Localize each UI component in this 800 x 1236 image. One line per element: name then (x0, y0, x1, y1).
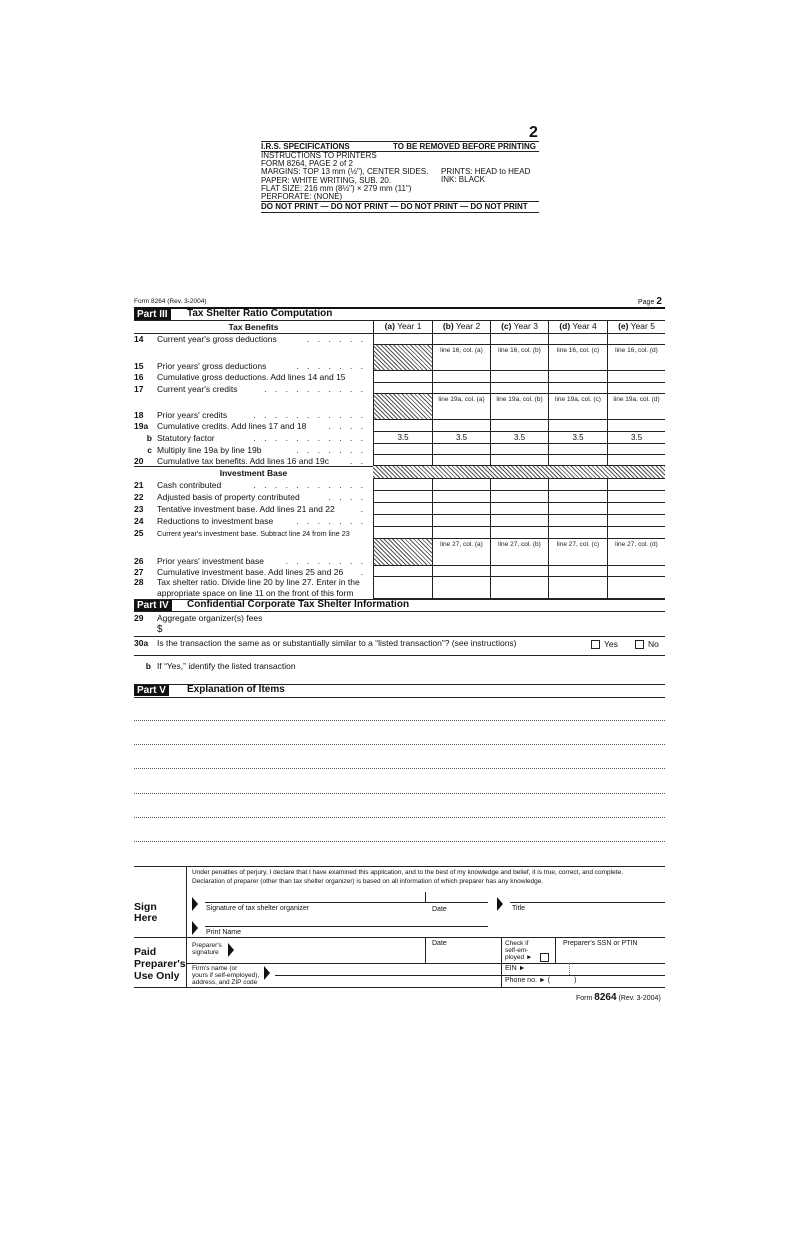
carryover-label: line 19a, col. (d) (613, 396, 660, 403)
leader-dots: . . . . . . . . . . . (253, 433, 366, 443)
column-header (607, 320, 665, 333)
line-text: Adjusted basis of property contributed (157, 492, 300, 502)
amount-cell[interactable] (373, 420, 432, 432)
line-text: Current year's credits (157, 384, 238, 394)
line-number: 21 (134, 480, 144, 490)
amount-cell[interactable] (607, 491, 665, 503)
text: ) (574, 977, 577, 984)
carryover-label: line 27, col. (c) (556, 541, 600, 548)
amount-cell[interactable] (490, 527, 548, 539)
text: Preparer's (192, 942, 222, 949)
line-23-label (134, 504, 366, 514)
amount-cell[interactable] (548, 455, 607, 466)
leader-dots: . . . . . . . . . . . (253, 410, 366, 420)
amount-cell[interactable] (548, 444, 607, 455)
carryover-label: line 16, col. (a) (440, 347, 483, 354)
spec-prints (441, 168, 530, 184)
line-text: Cumulative tax benefits. Add lines 16 and 19c (157, 456, 329, 466)
line-29-text: Aggregate organizer(s) fees (157, 613, 263, 623)
amount-cell[interactable] (432, 371, 490, 383)
line-number: 14 (134, 334, 144, 344)
text: Form (576, 995, 593, 1002)
line-number: 15 (134, 361, 144, 371)
line-text: Multiply line 19a by line 19b (157, 445, 262, 455)
leader-dots: . . (349, 456, 366, 466)
amount-cell[interactable] (607, 444, 665, 455)
arrow-icon (228, 943, 234, 957)
line-19a-label (134, 421, 366, 431)
investment-base-hatch (373, 466, 665, 479)
amount-cell[interactable] (607, 503, 665, 515)
declaration (192, 868, 623, 886)
line-24-label (134, 516, 366, 526)
explanation-line[interactable] (134, 768, 665, 769)
line-number: 25 (134, 528, 144, 538)
declaration-line: Under penalties of perjury, I declare that I have examined this application, and to the best of my knowledge and belief, it is true, correct, and complete. (192, 869, 623, 876)
line-25-label (134, 528, 366, 538)
line-number: 20 (134, 456, 144, 466)
amount-cell[interactable] (490, 333, 548, 345)
line-text: Prior years' investment base (157, 556, 264, 566)
carryover-label: line 27, col. (b) (498, 541, 541, 548)
column-label: Year 2 (455, 321, 481, 331)
part-v-tag: Part V (134, 685, 169, 696)
sign-here-label (134, 902, 157, 924)
explanation-line[interactable] (134, 841, 665, 842)
line-text: Current year's investment base. Subtract line 24 from line 23 (157, 529, 350, 538)
line-text: Current year's gross deductions (157, 334, 277, 344)
amount-cell[interactable] (432, 479, 490, 491)
checkbox[interactable] (591, 640, 600, 649)
amount-cell[interactable] (490, 394, 548, 420)
preparer-signature-label (192, 942, 222, 956)
amount-cell[interactable] (548, 420, 607, 432)
column-label: Year 5 (630, 321, 655, 331)
amount-cell[interactable] (373, 371, 432, 383)
self-employed-checkbox[interactable] (540, 953, 549, 962)
line-number: 19a (134, 421, 149, 431)
amount-cell[interactable] (373, 566, 432, 577)
line-number: b (145, 661, 151, 671)
leader-dots: . . . . . . . (296, 361, 366, 371)
amount-cell[interactable] (490, 383, 548, 394)
amount-cell[interactable] (490, 577, 548, 599)
line-number: 30a (134, 638, 149, 648)
page-label (638, 296, 662, 307)
phone-label (505, 977, 576, 984)
column-header (373, 320, 432, 333)
spec-prints-text: PRINTS: HEAD to HEAD (441, 167, 531, 176)
shaded-cell (373, 345, 432, 371)
tax-benefits-heading: Tax Benefits (228, 322, 279, 332)
line-30b-text: If “Yes,” identify the listed transaction (157, 661, 296, 671)
line-text: Cumulative investment base. Add lines 25 and 26 (157, 567, 344, 577)
line-30b[interactable] (134, 661, 296, 671)
title-label: Title (512, 905, 525, 912)
carryover-label: line 16, col. (c) (556, 347, 600, 354)
dollar-sign: $ (157, 624, 163, 635)
spec-remove: TO BE REMOVED BEFORE PRINTING (393, 142, 536, 151)
spec-page-number: 2 (529, 124, 538, 141)
line-number: c (147, 445, 152, 455)
amount-cell[interactable] (490, 515, 548, 527)
declaration-line: Declaration of preparer (other than tax shelter organizer) is based on all information of which preparer has any knowledge. (192, 878, 544, 885)
amount-cell[interactable] (490, 444, 548, 455)
carryover-label: line 19a, col. (a) (438, 396, 485, 403)
amount-cell[interactable] (432, 577, 490, 599)
print-name-line[interactable] (205, 926, 488, 927)
amount-cell[interactable] (607, 333, 665, 345)
explanation-line[interactable] (134, 744, 665, 745)
amount-cell[interactable] (490, 491, 548, 503)
paid-preparer-label (134, 946, 186, 982)
spec-line: FORM 8264, PAGE 2 of 2 (261, 159, 353, 169)
column-header (432, 320, 490, 333)
line-number: 26 (134, 556, 144, 566)
line-number: b (146, 433, 152, 443)
shaded-cell (373, 539, 432, 566)
line-number: 29 (134, 613, 144, 623)
leader-dots: . . . . . . . . . . . (253, 480, 366, 490)
page-number: 2 (656, 296, 662, 307)
part-iv-tag: Part IV (134, 600, 172, 611)
part-iii-title: Tax Shelter Ratio Computation (187, 308, 333, 319)
leader-dots: . (360, 567, 366, 577)
amount-cell[interactable] (548, 345, 607, 371)
amount-cell[interactable] (373, 577, 432, 599)
amount-cell[interactable] (607, 383, 665, 394)
signature-label: Signature of tax shelter organizer (206, 905, 310, 912)
text: ployed ► (505, 954, 533, 961)
amount-cell[interactable] (548, 371, 607, 383)
text: Firm's name (or (192, 965, 238, 972)
amount-cell[interactable] (548, 479, 607, 491)
part-iii-tag: Part III (134, 309, 171, 320)
carryover-label: line 16, col. (d) (615, 347, 658, 354)
line-number: 28 (134, 577, 144, 587)
column-letter: (d) (559, 321, 571, 331)
line-text: Reductions to investment base (157, 516, 274, 526)
page-label-text: Page (638, 299, 655, 306)
amount-cell[interactable] (432, 527, 490, 539)
line-number: 24 (134, 516, 144, 526)
line-21-label (134, 480, 366, 490)
line-text: Cumulative credits. Add lines 17 and 18 (157, 421, 307, 431)
amount-cell[interactable] (432, 455, 490, 466)
line-text: Prior years' credits (157, 410, 228, 420)
preparers-label: Preparer's (134, 958, 186, 970)
spec-line: PERFORATE: (NONE) (261, 192, 343, 202)
ein-separator (569, 963, 570, 975)
column-letter: (a) (384, 321, 395, 331)
line-number: 27 (134, 567, 144, 577)
column-letter: (e) (618, 321, 629, 331)
carryover-label: line 16, col. (b) (498, 347, 541, 354)
spec-title: I.R.S. SPECIFICATIONS (261, 142, 350, 151)
line-text: Cash contributed (157, 480, 222, 490)
spec-ink-text: INK: BLACK (441, 175, 486, 185)
yes-checkbox[interactable] (591, 639, 618, 649)
amount-cell[interactable] (607, 479, 665, 491)
leader-dots: . . . . . . . . (285, 556, 366, 566)
carryover-label: line 19a, col. (c) (555, 396, 601, 403)
text: self-em- (505, 947, 529, 954)
amount-cell[interactable]: 3.5 (548, 432, 607, 444)
line-number: 17 (134, 384, 144, 394)
paid-label: Paid (134, 946, 157, 958)
amount-cell[interactable] (490, 420, 548, 432)
spec-do-not-print: DO NOT PRINT — DO NOT PRINT — DO NOT PRINT — DO NOT PRINT (261, 202, 528, 211)
amount-cell[interactable] (607, 420, 665, 432)
amount-cell[interactable] (373, 491, 432, 503)
line-14-label (134, 334, 366, 344)
line-15-label (134, 361, 366, 371)
column-label: Year 4 (572, 321, 597, 331)
line-20-label (134, 456, 366, 466)
amount-cell[interactable] (373, 527, 432, 539)
leader-dots: . . . . . . . . . . (264, 384, 366, 394)
amount-cell[interactable] (373, 503, 432, 515)
date-label: Date (432, 906, 447, 913)
amount-cell[interactable] (607, 394, 665, 420)
line-18-label (134, 410, 366, 420)
spec-line: FLAT SIZE: 216 mm (8½") × 279 mm (11") (261, 183, 412, 193)
amount-cell[interactable] (548, 394, 607, 420)
leader-dots: . . . . (328, 421, 366, 431)
amount-cell[interactable] (548, 491, 607, 503)
amount-cell[interactable] (432, 444, 490, 455)
text: Check if (505, 940, 529, 947)
amount-cell[interactable] (373, 455, 432, 466)
explanation-line[interactable] (134, 793, 665, 794)
amount-cell[interactable]: 3.5 (490, 432, 548, 444)
line-text: Tax shelter ratio. Divide line 20 by line 27. Enter in the (157, 577, 360, 587)
line-text: Tentative investment base. Add lines 21 and 22 (157, 504, 335, 514)
footer-form (576, 992, 661, 1003)
amount-cell[interactable] (373, 383, 432, 394)
amount-cell[interactable] (548, 566, 607, 577)
explanation-line[interactable] (134, 720, 665, 721)
line-29 (134, 613, 262, 623)
leader-dots: . . . . . . . (296, 445, 366, 455)
line-30a-text: Is the transaction the same as or substantially similar to a “listed transaction”? (see instructions) (157, 638, 517, 648)
no-checkbox[interactable] (635, 639, 659, 649)
spec-line: PAPER: WHITE WRITING, SUB. 20. (261, 175, 392, 185)
column-label: Year 1 (397, 321, 422, 331)
amount-cell[interactable] (432, 383, 490, 394)
line-22-label (134, 492, 366, 502)
line-text: appropriate space on line 11 on the front of this form (157, 588, 354, 598)
amount-cell[interactable] (548, 333, 607, 345)
text: (Rev. 3-2004) (618, 995, 661, 1002)
text: address, and ZIP code (192, 979, 258, 986)
column-header (548, 320, 607, 333)
amount-cell[interactable]: 3.5 (607, 432, 665, 444)
amount-cell[interactable] (432, 345, 490, 371)
amount-cell[interactable] (607, 371, 665, 383)
text: yours if self-employed), (192, 972, 260, 979)
amount-cell[interactable] (373, 333, 432, 345)
line-text: Cumulative gross deductions. Add lines 14 and 15 (157, 372, 346, 382)
ein-label: EIN ► (505, 965, 526, 972)
amount-cell[interactable] (432, 394, 490, 420)
line-16-label (134, 372, 366, 382)
amount-cell[interactable] (490, 455, 548, 466)
line-30a (134, 638, 517, 648)
firm-name-label (192, 965, 259, 986)
sign-label: Sign (134, 901, 157, 913)
line-c-label (134, 445, 366, 455)
amount-cell[interactable] (607, 345, 665, 371)
line-28-label (134, 577, 366, 599)
carryover-label: line 19a, col. (b) (496, 396, 543, 403)
use-only-label: Use Only (134, 970, 180, 982)
amount-cell[interactable] (490, 479, 548, 491)
amount-cell[interactable] (490, 503, 548, 515)
spec-line: MARGINS: TOP 13 mm (½"), CENTER SIDES. (261, 167, 429, 177)
amount-cell[interactable] (548, 503, 607, 515)
no-label: No (648, 639, 659, 649)
aggregate-fees-field[interactable] (157, 624, 163, 635)
amount-cell[interactable] (548, 383, 607, 394)
text: signature (192, 949, 219, 956)
amount-cell[interactable] (548, 539, 607, 566)
leader-dots: . . . . . . (307, 334, 366, 344)
part-v-title: Explanation of Items (187, 684, 285, 695)
self-employed-label (505, 940, 532, 961)
part-iv-title: Confidential Corporate Tax Shelter Information (187, 599, 410, 610)
yes-label: Yes (604, 639, 618, 649)
amount-cell[interactable] (607, 515, 665, 527)
amount-cell[interactable] (548, 515, 607, 527)
amount-cell[interactable] (373, 479, 432, 491)
line-number: 23 (134, 504, 144, 514)
amount-cell[interactable]: 3.5 (432, 432, 490, 444)
amount-cell[interactable] (490, 539, 548, 566)
amount-cell[interactable] (432, 539, 490, 566)
investment-base-heading: Investment Base (219, 468, 288, 478)
here-label: Here (134, 912, 158, 924)
text: Phone no. ► ( (505, 977, 551, 984)
amount-cell[interactable] (432, 491, 490, 503)
ssn-label: Preparer's SSN or PTIN (563, 940, 638, 947)
amount-cell[interactable] (607, 527, 665, 539)
amount-cell[interactable] (432, 333, 490, 345)
column-header (490, 320, 548, 333)
spec-line: INSTRUCTIONS TO PRINTERS (261, 151, 377, 160)
signature-line[interactable] (205, 902, 488, 903)
carryover-label: line 27, col. (d) (615, 541, 658, 548)
amount-cell[interactable] (490, 566, 548, 577)
firm-name-line[interactable] (275, 975, 501, 976)
line-27-label (134, 567, 366, 577)
spec-lines (261, 152, 428, 201)
form-rev: Form 8264 (Rev. 3-2004) (134, 298, 207, 305)
arrow-icon (192, 897, 198, 911)
line-text: Statutory factor (157, 433, 215, 443)
amount-cell[interactable] (607, 455, 665, 466)
line-text: Prior years' gross deductions (157, 361, 267, 371)
amount-cell[interactable] (432, 503, 490, 515)
preparer-date-label: Date (432, 940, 447, 947)
amount-cell[interactable] (373, 515, 432, 527)
carryover-label: line 27, col. (a) (440, 541, 483, 548)
form-number: 8264 (594, 992, 617, 1003)
line-number: 18 (134, 410, 144, 420)
title-line[interactable] (510, 902, 665, 903)
amount-cell[interactable] (607, 539, 665, 566)
amount-cell[interactable] (490, 371, 548, 383)
leader-dots: . . . . . . . (296, 516, 366, 526)
checkbox[interactable] (635, 640, 644, 649)
leader-dots: . (360, 504, 366, 514)
amount-cell[interactable] (432, 515, 490, 527)
amount-cell[interactable] (607, 577, 665, 599)
arrow-icon (497, 897, 503, 911)
column-label: Year 3 (513, 321, 538, 331)
amount-cell[interactable] (432, 420, 490, 432)
explanation-line[interactable] (134, 817, 665, 818)
column-letter: (c) (501, 321, 512, 331)
line-26-label (134, 556, 366, 566)
line-number: 22 (134, 492, 144, 502)
arrow-icon (264, 966, 270, 980)
line-number: 16 (134, 372, 144, 382)
print-name-label: Print Name (206, 929, 242, 936)
line-17-label (134, 384, 366, 394)
leader-dots: . . . . (328, 492, 366, 502)
amount-cell[interactable] (490, 345, 548, 371)
amount-cell[interactable] (432, 566, 490, 577)
line-b-label (134, 433, 366, 443)
amount-cell[interactable] (548, 577, 607, 599)
amount-cell[interactable]: 3.5 (373, 432, 432, 444)
arrow-icon (192, 921, 198, 935)
amount-cell[interactable] (548, 527, 607, 539)
shaded-cell (373, 394, 432, 420)
amount-cell[interactable] (607, 566, 665, 577)
amount-cell[interactable] (373, 444, 432, 455)
column-letter: (b) (442, 321, 454, 331)
